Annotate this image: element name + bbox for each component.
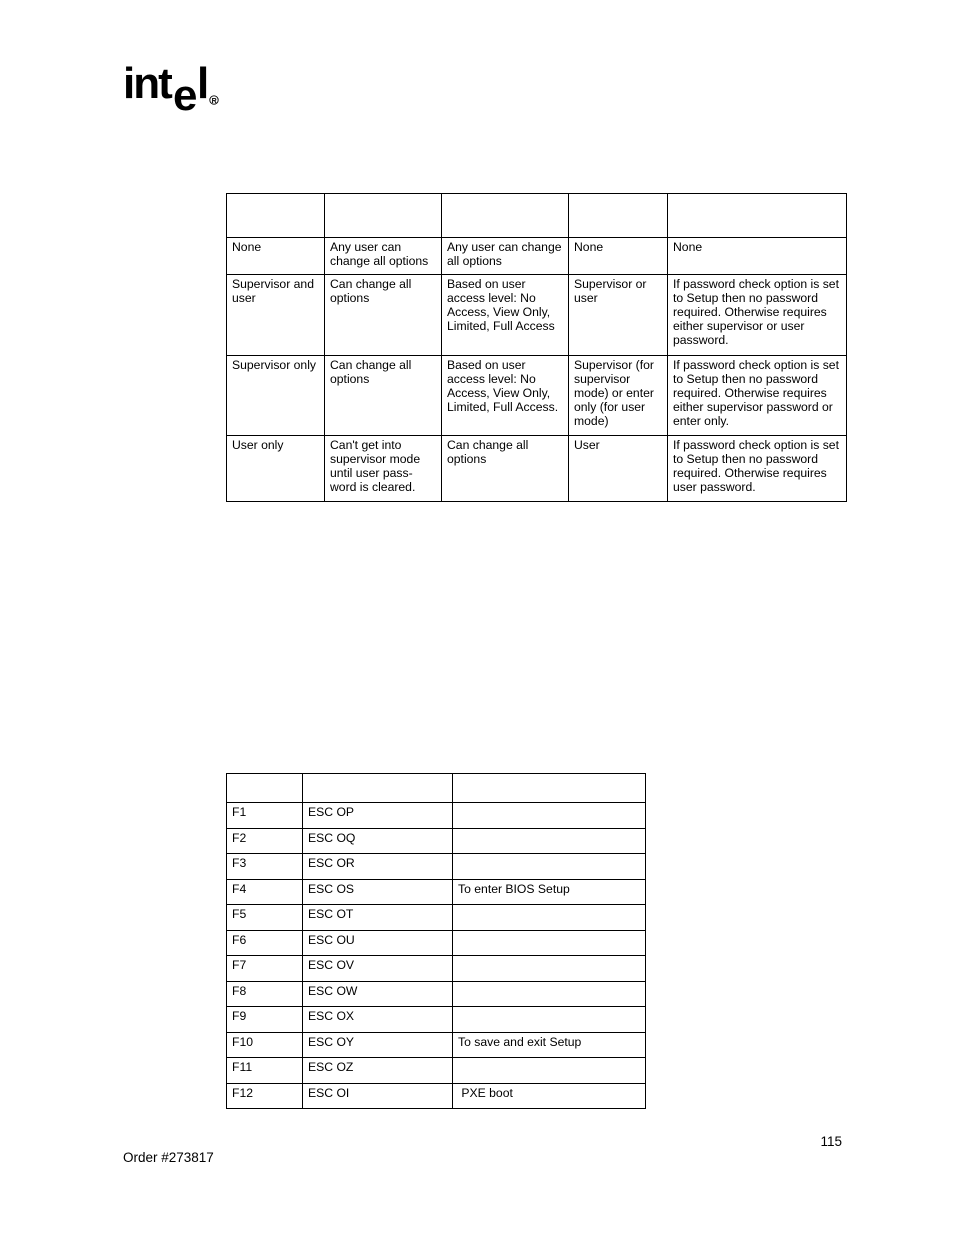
table-cell: F4 bbox=[227, 879, 303, 905]
table-cell: ESC OU bbox=[303, 930, 453, 956]
table-cell: ESC OS bbox=[303, 879, 453, 905]
table-cell: F5 bbox=[227, 905, 303, 931]
table-cell: Can't get into supervisor mode until user pass-word is cleared. bbox=[325, 436, 442, 502]
svg-text:e: e bbox=[173, 71, 196, 118]
table-row bbox=[227, 828, 646, 854]
table-row bbox=[227, 956, 646, 982]
table-cell: Supervisor only bbox=[227, 356, 325, 436]
intel-logo bbox=[123, 60, 223, 118]
table-cell: F7 bbox=[227, 956, 303, 982]
table-cell: Based on user access level: No Access, View Only, Limited, Full Access. bbox=[442, 356, 569, 436]
function-key-table bbox=[226, 773, 646, 1109]
table-cell: User bbox=[569, 436, 668, 502]
table-cell bbox=[453, 854, 646, 880]
table-cell: ESC OZ bbox=[303, 1058, 453, 1084]
table-cell: F10 bbox=[227, 1032, 303, 1058]
table-cell: User only bbox=[227, 436, 325, 502]
order-number: Order #273817 bbox=[123, 1150, 214, 1165]
table-cell: Any user can change all options bbox=[325, 238, 442, 275]
table-cell: ESC OP bbox=[303, 803, 453, 829]
table-cell: None bbox=[569, 238, 668, 275]
header-cell bbox=[442, 194, 569, 238]
table-cell: F11 bbox=[227, 1058, 303, 1084]
table-row bbox=[227, 1058, 646, 1084]
table-cell: ESC OI bbox=[303, 1083, 453, 1109]
table-cell: ESC OT bbox=[303, 905, 453, 931]
table-cell bbox=[453, 930, 646, 956]
header-cell bbox=[227, 194, 325, 238]
intel-logo-icon bbox=[123, 60, 223, 118]
table-cell: PXE boot bbox=[453, 1083, 646, 1109]
table-cell bbox=[453, 1007, 646, 1033]
table-cell: Can change all options bbox=[325, 356, 442, 436]
header-cell bbox=[668, 194, 847, 238]
header-cell bbox=[227, 774, 303, 803]
table-cell: ESC OQ bbox=[303, 828, 453, 854]
table-cell bbox=[453, 956, 646, 982]
table-row bbox=[227, 803, 646, 829]
table-row bbox=[227, 879, 646, 905]
page-number: 115 bbox=[820, 1134, 842, 1149]
table-cell: Supervisor and user bbox=[227, 275, 325, 356]
table-cell bbox=[453, 803, 646, 829]
table-cell: Can change all options bbox=[442, 436, 569, 502]
table-cell bbox=[453, 1058, 646, 1084]
table-cell: F9 bbox=[227, 1007, 303, 1033]
table-cell: Based on user access level: No Access, View Only, Limited, Full Access bbox=[442, 275, 569, 356]
table-row bbox=[227, 238, 847, 275]
table-cell: Supervisor or user bbox=[569, 275, 668, 356]
table-cell: F2 bbox=[227, 828, 303, 854]
table-row bbox=[227, 905, 646, 931]
table-cell: To save and exit Setup bbox=[453, 1032, 646, 1058]
header-cell bbox=[569, 194, 668, 238]
header-cell bbox=[453, 774, 646, 803]
table-cell bbox=[453, 828, 646, 854]
table-cell: ESC OX bbox=[303, 1007, 453, 1033]
table-cell: F8 bbox=[227, 981, 303, 1007]
table-row bbox=[227, 854, 646, 880]
table-cell: F1 bbox=[227, 803, 303, 829]
table-cell: If password check option is set to Setup then no password required. Otherwise requires either supervisor password or enter only. bbox=[668, 356, 847, 436]
table-cell: None bbox=[668, 238, 847, 275]
table-cell: F6 bbox=[227, 930, 303, 956]
svg-text:R: R bbox=[211, 97, 217, 105]
table-row bbox=[227, 1007, 646, 1033]
table-cell: ESC OR bbox=[303, 854, 453, 880]
svg-text:l: l bbox=[197, 60, 210, 108]
table-header-row bbox=[227, 774, 646, 803]
table-row bbox=[227, 1083, 646, 1109]
table-row bbox=[227, 981, 646, 1007]
table-row bbox=[227, 436, 847, 502]
table-cell bbox=[453, 905, 646, 931]
table-row bbox=[227, 275, 847, 356]
table-cell: F3 bbox=[227, 854, 303, 880]
svg-text:int: int bbox=[123, 60, 171, 108]
header-cell bbox=[303, 774, 453, 803]
table-cell: Can change all options bbox=[325, 275, 442, 356]
table-row bbox=[227, 356, 847, 436]
table-cell: If password check option is set to Setup then no password required. Otherwise requires user password. bbox=[668, 436, 847, 502]
table-cell: Any user can change all options bbox=[442, 238, 569, 275]
table-header-row bbox=[227, 194, 847, 238]
table-cell: None bbox=[227, 238, 325, 275]
table-cell: To enter BIOS Setup bbox=[453, 879, 646, 905]
table-row bbox=[227, 1032, 646, 1058]
password-options-table bbox=[226, 193, 847, 502]
table-cell: F12 bbox=[227, 1083, 303, 1109]
table-cell: ESC OY bbox=[303, 1032, 453, 1058]
table-cell: ESC OW bbox=[303, 981, 453, 1007]
header-cell bbox=[325, 194, 442, 238]
table-cell bbox=[453, 981, 646, 1007]
table-cell: If password check option is set to Setup then no password required. Otherwise requires either supervisor or user password. bbox=[668, 275, 847, 356]
table-cell: ESC OV bbox=[303, 956, 453, 982]
table-row bbox=[227, 930, 646, 956]
table-cell: Supervisor (for supervisor mode) or enter only (for user mode) bbox=[569, 356, 668, 436]
